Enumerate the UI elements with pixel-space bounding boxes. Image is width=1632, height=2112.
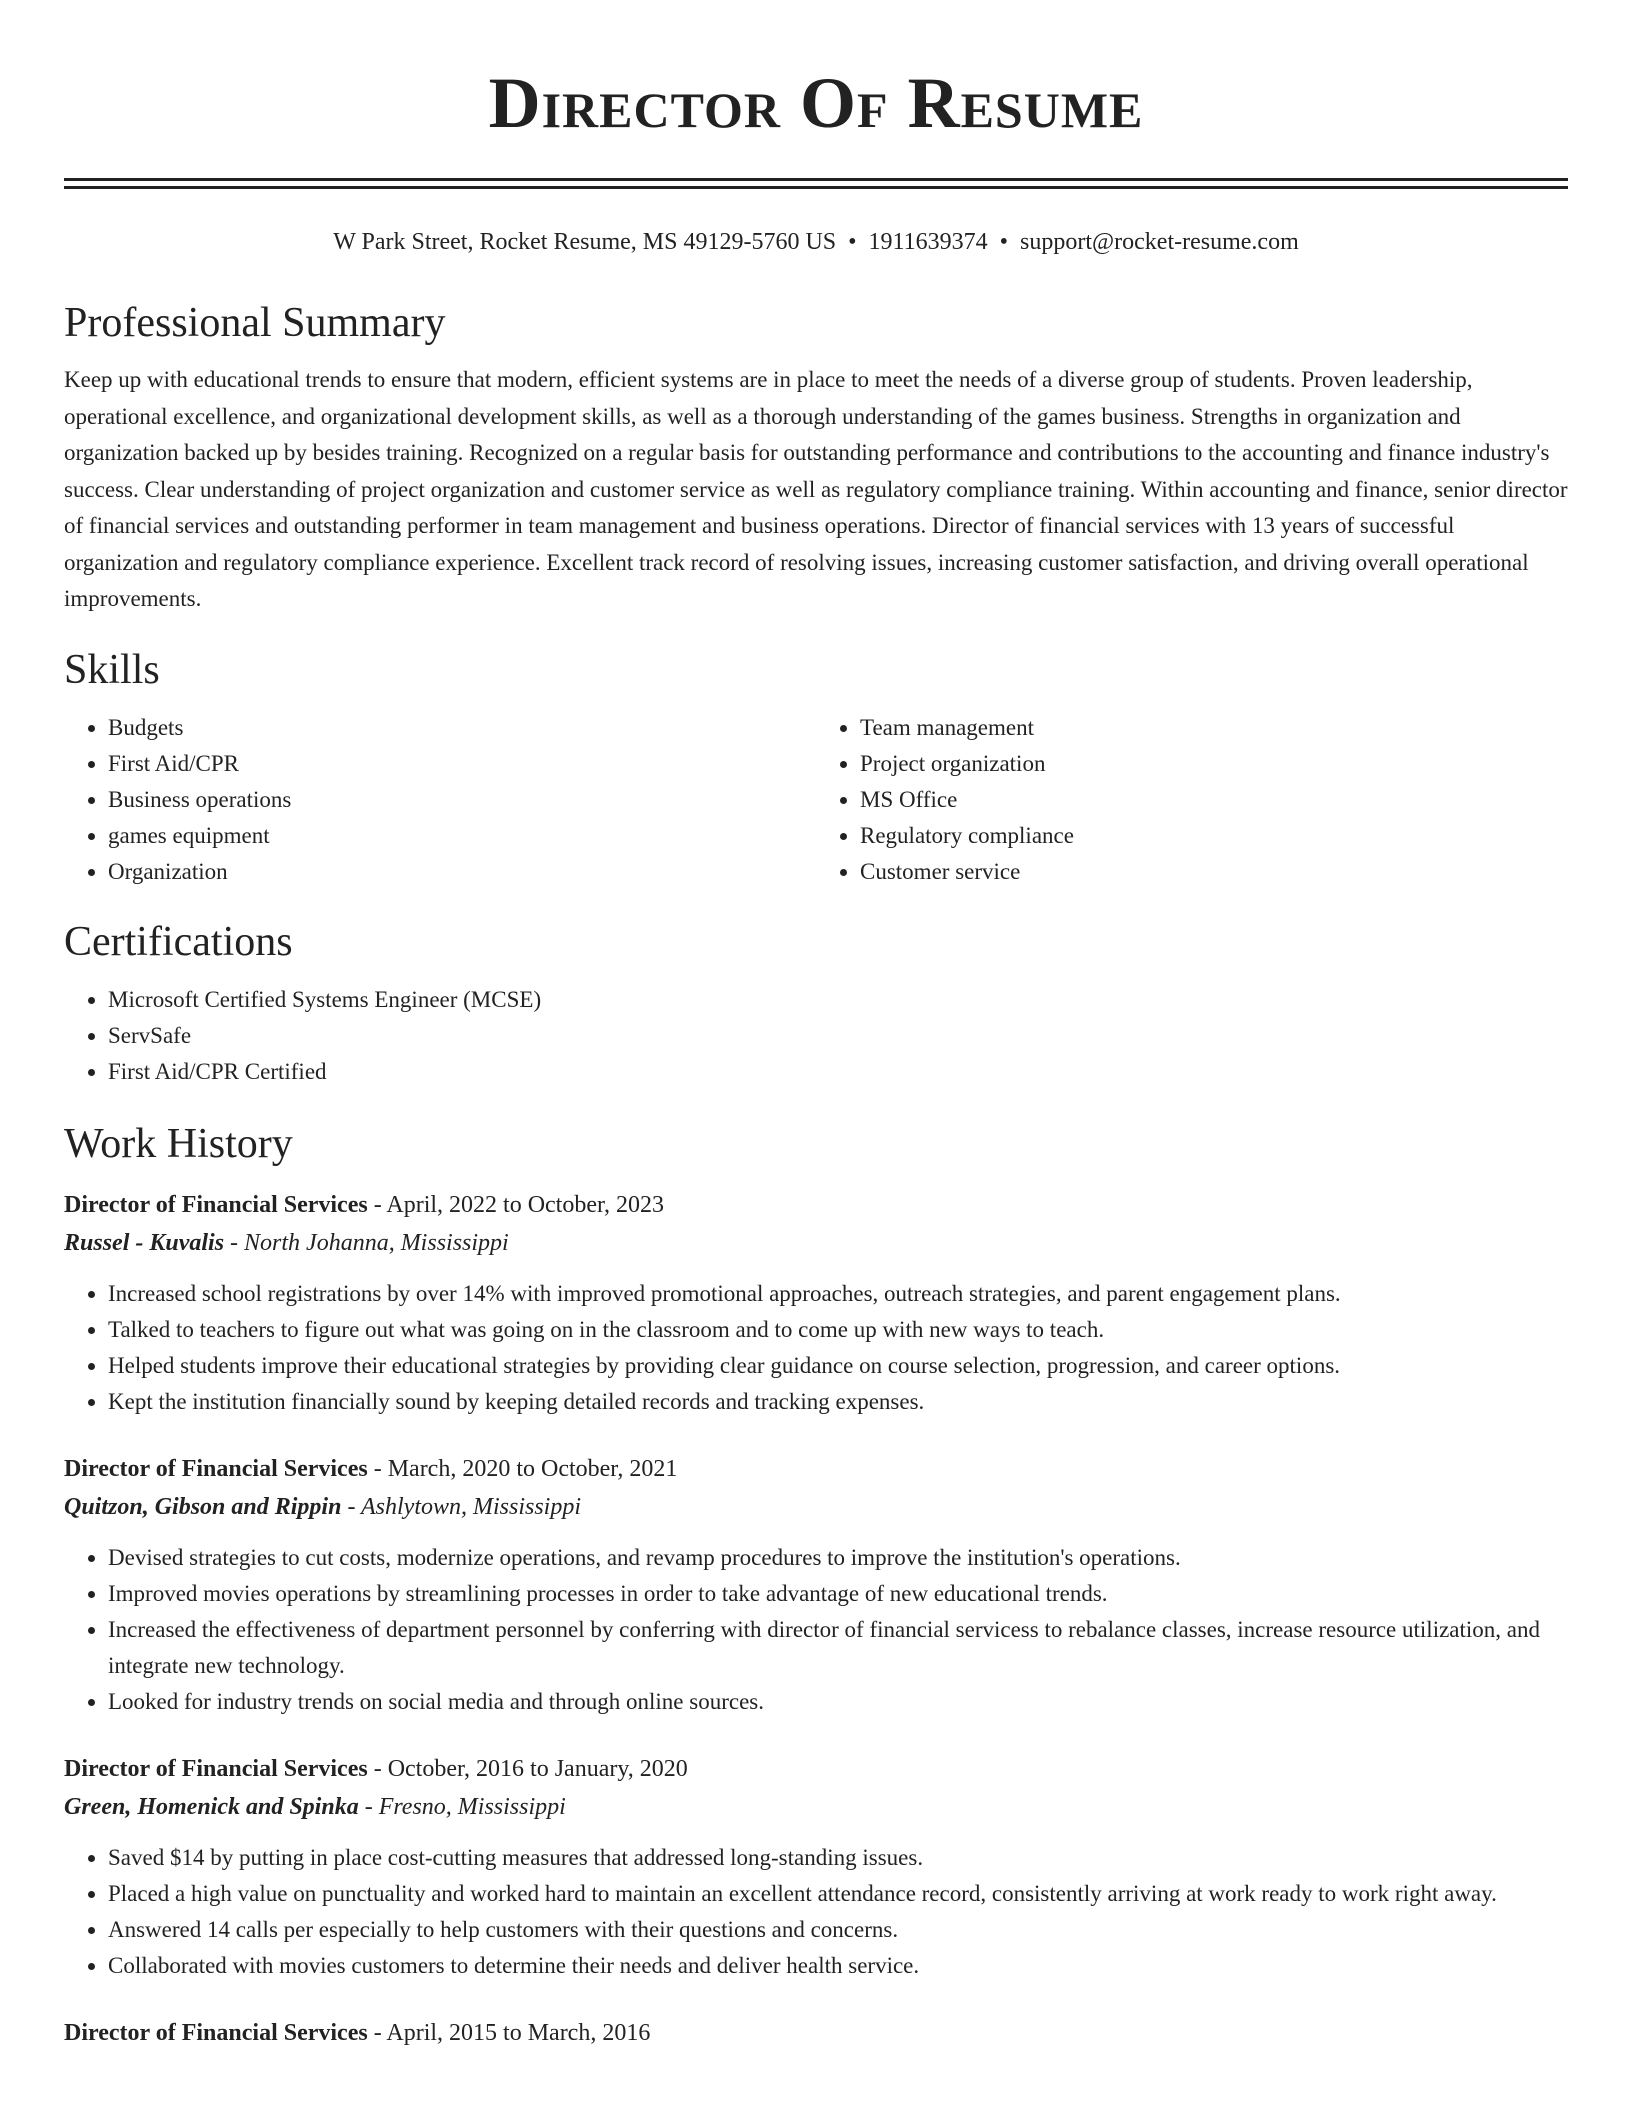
skill-item: • Team management <box>860 710 1568 746</box>
skill-item: • Business operations <box>108 782 816 818</box>
contact-address: W Park Street, Rocket Resume, MS 49129-5760 US <box>333 229 837 255</box>
job-company-line <box>64 1788 1568 1826</box>
job-bullet: • Kept the institution financially sound by keeping detailed records and tracking expenses. <box>108 1384 1568 1420</box>
job-bullet: • Answered 14 calls per especially to help customers with their questions and concerns. <box>108 1912 1568 1948</box>
job-title: Director of Financial Services <box>64 1755 368 1782</box>
header-divider <box>64 178 1568 189</box>
job-bullet: • Saved $14 by putting in place cost-cutting measures that addressed long-standing issues. <box>108 1840 1568 1876</box>
summary-text: Keep up with educational trends to ensure that modern, efficient systems are in place to meet the needs of a diverse group of students. Proven leadership, operational excellence, and organizational development skills, as well as a thorough understanding of the games business. Strengths in organization and organization backed up by besides training. Recognized on a regular basis for outstanding performance and contributions to the accounting and finance industry's success. Clear understanding of project organization and customer service as well as regulatory compliance training. Within accounting and finance, senior director of financial services and outstanding performer in team management and business operations. Director of financial services with 13 years of successful organization and regulatory compliance experience. Excellent track record of resolving issues, increasing customer satisfaction, and driving overall operational improvements. <box>64 367 1568 611</box>
job-bullet: • Collaborated with movies customers to determine their needs and deliver health service. <box>108 1948 1568 1984</box>
job-title-line <box>64 2014 1568 2052</box>
resume-name: Director Of Resume <box>488 63 1144 143</box>
job-bullet: • Devised strategies to cut costs, modernize operations, and revamp procedures to improve the institution's operations. <box>108 1540 1568 1576</box>
job-bullet: • Talked to teachers to figure out what was going on in the classroom and to come up with new ways to teach. <box>108 1312 1568 1348</box>
job-company-line <box>64 1488 1568 1526</box>
contact-phone: 1911639374 <box>868 229 988 255</box>
job-title: Director of Financial Services <box>64 1191 368 1218</box>
skill-item: • Regulatory compliance <box>860 818 1568 854</box>
job-bullets <box>64 1276 1568 1420</box>
job-bullet: • Placed a high value on punctuality and worked hard to maintain an excellent attendance record, consistently arriving at work ready to work right away. <box>108 1876 1568 1912</box>
work-history-heading: Work History <box>64 1120 293 1167</box>
job-bullet: • Increased the effectiveness of department personnel by conferring with director of financial servicess to rebalance classes, increase resource utilization, and integrate new technology. <box>108 1612 1568 1684</box>
job-title-line <box>64 1186 1568 1224</box>
job-entry <box>64 1186 1568 1420</box>
job-bullet: • Improved movies operations by streamlining processes in order to take advantage of new educational trends. <box>108 1576 1568 1612</box>
job-bullet: • Looked for industry trends on social media and through online sources. <box>108 1684 1568 1720</box>
job-company: Russel - Kuvalis <box>64 1229 225 1256</box>
job-location: - North Johanna, Mississippi <box>224 1229 509 1256</box>
summary-heading: Professional Summary <box>64 300 446 346</box>
skill-item: • Customer service <box>860 854 1568 890</box>
job-bullets <box>64 1540 1568 1720</box>
job-company-line <box>64 1224 1568 1262</box>
job-entry <box>64 2014 1568 2052</box>
skills-columns <box>64 710 1568 890</box>
job-dates: - March, 2020 to October, 2021 <box>367 1455 678 1482</box>
certification-item: • First Aid/CPR Certified <box>108 1054 1568 1090</box>
contact-separator: • <box>999 229 1009 255</box>
skills-heading: Skills <box>64 646 160 693</box>
job-dates: - April, 2022 to October, 2023 <box>367 1191 665 1218</box>
job-location: - Fresno, Mississippi <box>358 1793 566 1820</box>
job-dates: - April, 2015 to March, 2016 <box>367 2019 651 2046</box>
skills-list-right <box>816 710 1568 890</box>
skills-list-left <box>64 710 816 890</box>
job-title: Director of Financial Services <box>64 2019 368 2046</box>
job-company: Green, Homenick and Spinka <box>64 1793 359 1820</box>
skill-item: • games equipment <box>108 818 816 854</box>
job-company: Quitzon, Gibson and Rippin <box>64 1493 342 1520</box>
skill-item: • Project organization <box>860 746 1568 782</box>
contact-separator: • <box>848 229 857 255</box>
job-bullet: • Helped students improve their educational strategies by providing clear guidance on course selection, progression, and career options. <box>108 1348 1568 1384</box>
job-bullets <box>64 1840 1568 1984</box>
job-entry <box>64 1750 1568 1984</box>
contact-line <box>64 227 1568 257</box>
certifications-heading: Certifications <box>64 918 293 965</box>
job-bullet: • Increased school registrations by over 14% with improved promotional approaches, outreach strategies, and parent engagement plans. <box>108 1276 1568 1312</box>
skill-item: • First Aid/CPR <box>108 746 816 782</box>
job-entry <box>64 1450 1568 1720</box>
skill-item: • MS Office <box>860 782 1568 818</box>
certification-item: • ServSafe <box>108 1018 1568 1054</box>
skill-item: • Organization <box>108 854 816 890</box>
skill-item: • Budgets <box>108 710 816 746</box>
certification-item: • Microsoft Certified Systems Engineer (MCSE) <box>108 982 1568 1018</box>
job-title-line <box>64 1750 1568 1788</box>
job-dates: - October, 2016 to January, 2020 <box>367 1755 688 1782</box>
job-location: - Ashlytown, Mississippi <box>341 1493 582 1520</box>
job-title: Director of Financial Services <box>64 1455 368 1482</box>
certifications-list <box>64 982 1568 1090</box>
contact-email: support@rocket-resume.com <box>1020 229 1299 255</box>
job-title-line <box>64 1450 1568 1488</box>
